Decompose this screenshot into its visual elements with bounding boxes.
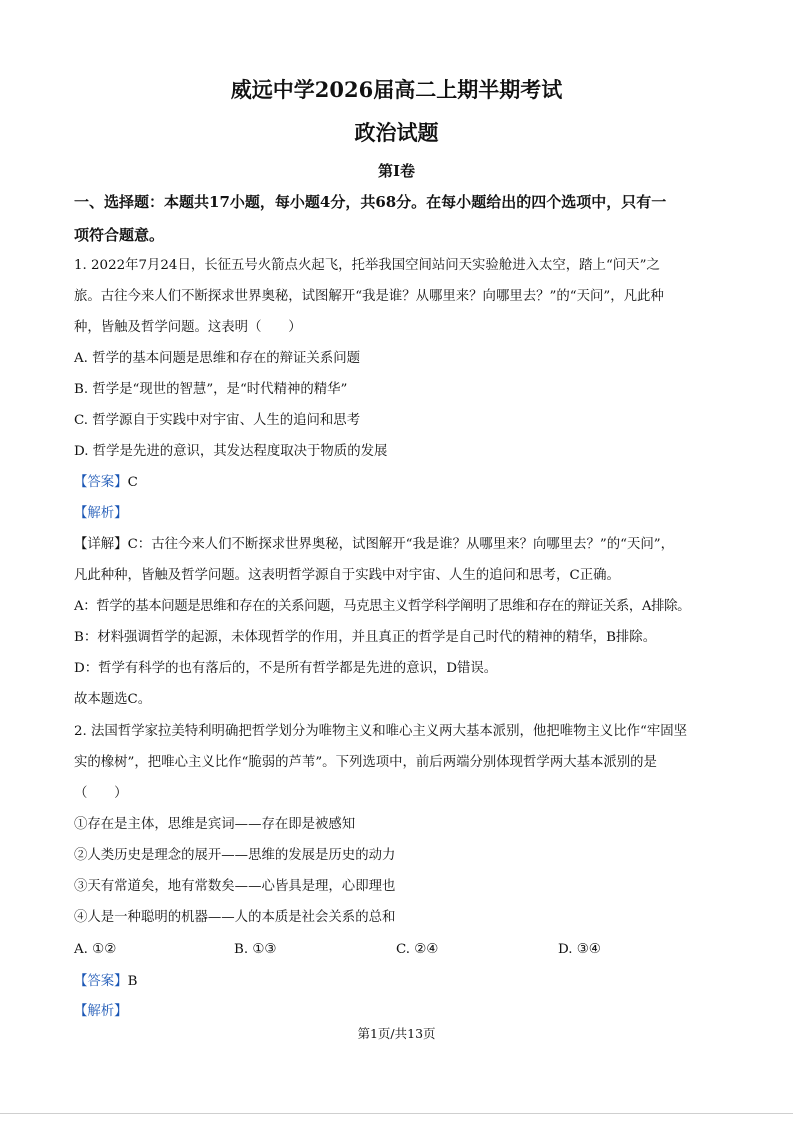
q1-option-b: B. 哲学是“现世的智慧”，是“时代精神的精华” — [74, 382, 348, 397]
answer-tag: 【答案】 — [74, 974, 128, 989]
q1-detail-line-3: A：哲学的基本问题是思维和存在的关系问题，马克思主义哲学科学阐明了思维和存在的辩证关系，A排除。 — [74, 599, 691, 614]
section-heading-line-2: 项符合题意。 — [74, 226, 165, 244]
q1-stem-line-3: 种，皆触及哲学问题。这表明（ ） — [74, 320, 302, 335]
q1-option-d: D. 哲学是先进的意识，其发达程度取决于物质的发展 — [74, 444, 388, 459]
q2-choice-b: B. ①③ — [234, 942, 277, 957]
q1-detail-line-2: 凡此种种，皆触及哲学问题。这表明哲学源自于实践中对宇宙、人生的追问和思考，C正确。 — [74, 568, 620, 583]
q1-stem-line-2: 旅。古往今来人们不断探求世界奥秘，试图解开“我是谁？从哪里来？向哪里去？”的“天问”，凡此种 — [74, 289, 664, 304]
q2-choice-a: A. ①② — [74, 942, 117, 957]
answer-value: C — [127, 475, 138, 490]
answer-tag: 【答案】 — [74, 475, 128, 490]
exam-title: 威远中学2026届高二上期半期考试 — [230, 77, 563, 102]
q2-statement-4: ④人是一种聪明的机器——人的本质是社会关系的总和 — [74, 910, 396, 925]
q1-detail-line-6: 故本题选C。 — [74, 692, 152, 707]
q2-answer — [74, 972, 724, 992]
q1-option-c: C. 哲学源自于实践中对宇宙、人生的追问和思考 — [74, 413, 361, 428]
page-bottom-divider — [0, 1113, 793, 1114]
q2-stem-line-1: 2. 法国哲学家拉美特利明确把哲学划分为唯物主义和唯心主义两大基本派别，他把唯物主义比作“牢固坚 — [74, 724, 688, 739]
q1-detail-line-4: B：材料强调哲学的起源，未体现哲学的作用，并且真正的哲学是自己时代的精神的精华，B排除。 — [74, 630, 657, 645]
volume-label: 第I卷 — [377, 162, 416, 180]
q1-detail-line-5: D：哲学有科学的也有落后的，不是所有哲学都是先进的意识，D错误。 — [74, 661, 498, 676]
answer-value: B — [127, 974, 138, 989]
q1-option-a: A. 哲学的基本问题是思维和存在的辩证关系问题 — [74, 351, 360, 366]
q1-detail-line-1 — [74, 535, 724, 555]
q2-statement-2: ②人类历史是理念的展开——思维的发展是历史的动力 — [74, 848, 396, 863]
exam-subject: 政治试题 — [354, 120, 439, 145]
analysis-tag: 【解析】 — [74, 1004, 128, 1019]
q2-statement-3: ③天有常道矣，地有常数矣——心皆具是理，心即理也 — [74, 879, 396, 894]
q2-choices — [74, 940, 724, 960]
q2-choice-d: D. ③④ — [558, 942, 601, 957]
detail-tag: 【详解】 — [74, 537, 128, 552]
detail-text: C：古往今来人们不断探求世界奥秘，试图解开“我是谁？从哪里来？向哪里去？”的“天问”， — [127, 537, 675, 552]
q1-analysis — [74, 504, 724, 524]
q1-stem-line-1: 1. 2022年7月24日，长征五号火箭点火起飞，托举我国空间站问天实验舱进入太空，踏上“问天”之 — [74, 258, 660, 273]
section-heading-line-1: 一、选择题：本题共17小题，每小题4分，共68分。在每小题给出的四个选项中，只有一 — [74, 193, 667, 211]
q2-stem-line-2: 实的橡树”，把唯心主义比作“脆弱的芦苇”。下列选项中，前后两端分别体现哲学两大基本派别的是 — [74, 755, 657, 770]
q1-answer — [74, 473, 724, 493]
q2-stem-line-3: （ ） — [74, 786, 128, 801]
analysis-tag: 【解析】 — [74, 506, 128, 521]
q2-choice-c: C. ②④ — [396, 942, 439, 957]
q2-analysis — [74, 1002, 724, 1022]
page-number: 第1页/共13页 — [357, 1026, 436, 1041]
q2-statement-1: ①存在是主体，思维是宾词——存在即是被感知 — [74, 817, 356, 832]
